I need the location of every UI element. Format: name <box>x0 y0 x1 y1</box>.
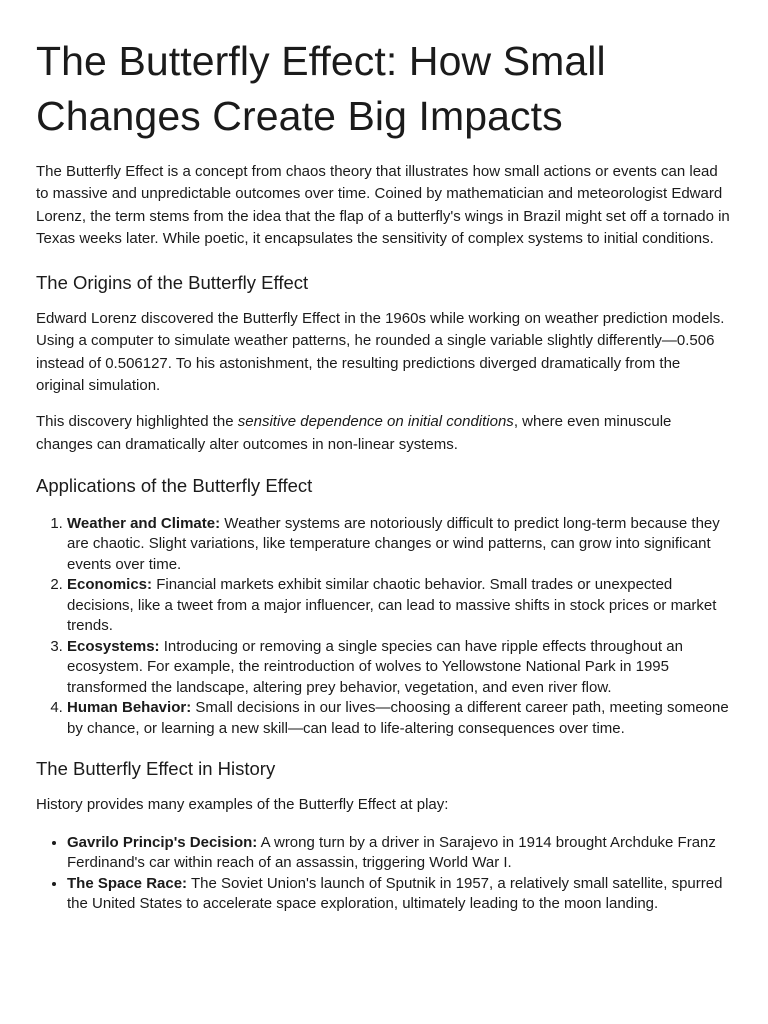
origins-text-before: This discovery highlighted the <box>36 413 238 431</box>
origins-paragraph-2 <box>36 411 732 456</box>
list-item <box>67 833 732 874</box>
list-item <box>67 698 732 739</box>
list-item-text: Small decisions in our lives—choosing a different career path, meeting someone by chance, or learning a new skill—can lead to life-altering consequences over time. <box>67 699 729 737</box>
applications-list <box>36 514 732 740</box>
list-item <box>67 637 732 699</box>
origins-paragraph-1: Edward Lorenz discovered the Butterfly Effect in the 1960s while working on weather prediction models. Using a computer to simulate weather patterns, he rounded a single variable slightly differently—0.506 instead of 0.506127. To his astonishment, the resulting predictions diverged dramatically from the original simulation. <box>36 310 725 395</box>
list-item-term: The Space Race: <box>67 874 188 892</box>
applications-heading: Applications of the Butterfly Effect <box>36 474 313 496</box>
list-item-text: Introducing or removing a single species can have ripple effects throughout an ecosystem. For example, the reintroduction of wolves to Yellowstone National Park in 1995 transformed the landscape, altering prey behavior, vegetation, and even river flow. <box>67 637 683 696</box>
list-item-text: A wrong turn by a driver in Sarajevo in 1914 brought Archduke Franz Ferdinand's car within reach of an assassin, triggering World War I. <box>67 833 716 872</box>
origins-heading: The Origins of the Butterfly Effect <box>36 272 309 294</box>
origins-emphasis: sensitive dependence on initial conditions <box>237 413 514 431</box>
list-item-term: Human Behavior: <box>67 699 192 717</box>
list-item-term: Ecosystems: <box>67 637 160 655</box>
list-item-text: The Soviet Union's launch of Sputnik in 1957, a relatively small satellite, spurred the United States to accelerate space exploration, ultimately leading to the moon landing. <box>67 874 723 913</box>
page-title: The Butterfly Effect: How Small Changes Create Big Impacts <box>36 38 606 139</box>
intro-paragraph: The Butterfly Effect is a concept from chaos theory that illustrates how small actions or events can lead to massive and unpredictable outcomes over time. Coined by mathematician and meteorologist Edward Lorenz, the term stems from the idea that the flap of a butterfly's wings in Brazil might set off a tornado in Texas weeks later. While poetic, it encapsulates the sensitivity of complex systems to initial conditions. <box>36 163 730 247</box>
list-item-term: Weather and Climate: <box>67 514 221 532</box>
list-item <box>67 514 732 576</box>
list-item-text: Financial markets exhibit similar chaotic behavior. Small trades or unexpected decisions, like a tweet from a major influencer, can lead to massive shifts in stock prices or market trends. <box>67 576 717 635</box>
list-item-text: Weather systems are notoriously difficult to predict long-term because they are chaotic. Slight variations, like temperature changes or wind patterns, can grow into significant events over time. <box>67 514 720 573</box>
list-item-term: Gavrilo Princip's Decision: <box>67 833 258 851</box>
list-item <box>67 874 732 915</box>
history-heading: The Butterfly Effect in History <box>36 758 276 780</box>
origins-text-after: , where even minuscule changes can dramatically alter outcomes in non-linear systems. <box>36 413 672 453</box>
history-intro: History provides many examples of the Butterfly Effect at play: <box>36 796 449 814</box>
list-item <box>67 575 732 637</box>
history-list <box>36 833 732 915</box>
list-item-term: Economics: <box>67 576 153 594</box>
